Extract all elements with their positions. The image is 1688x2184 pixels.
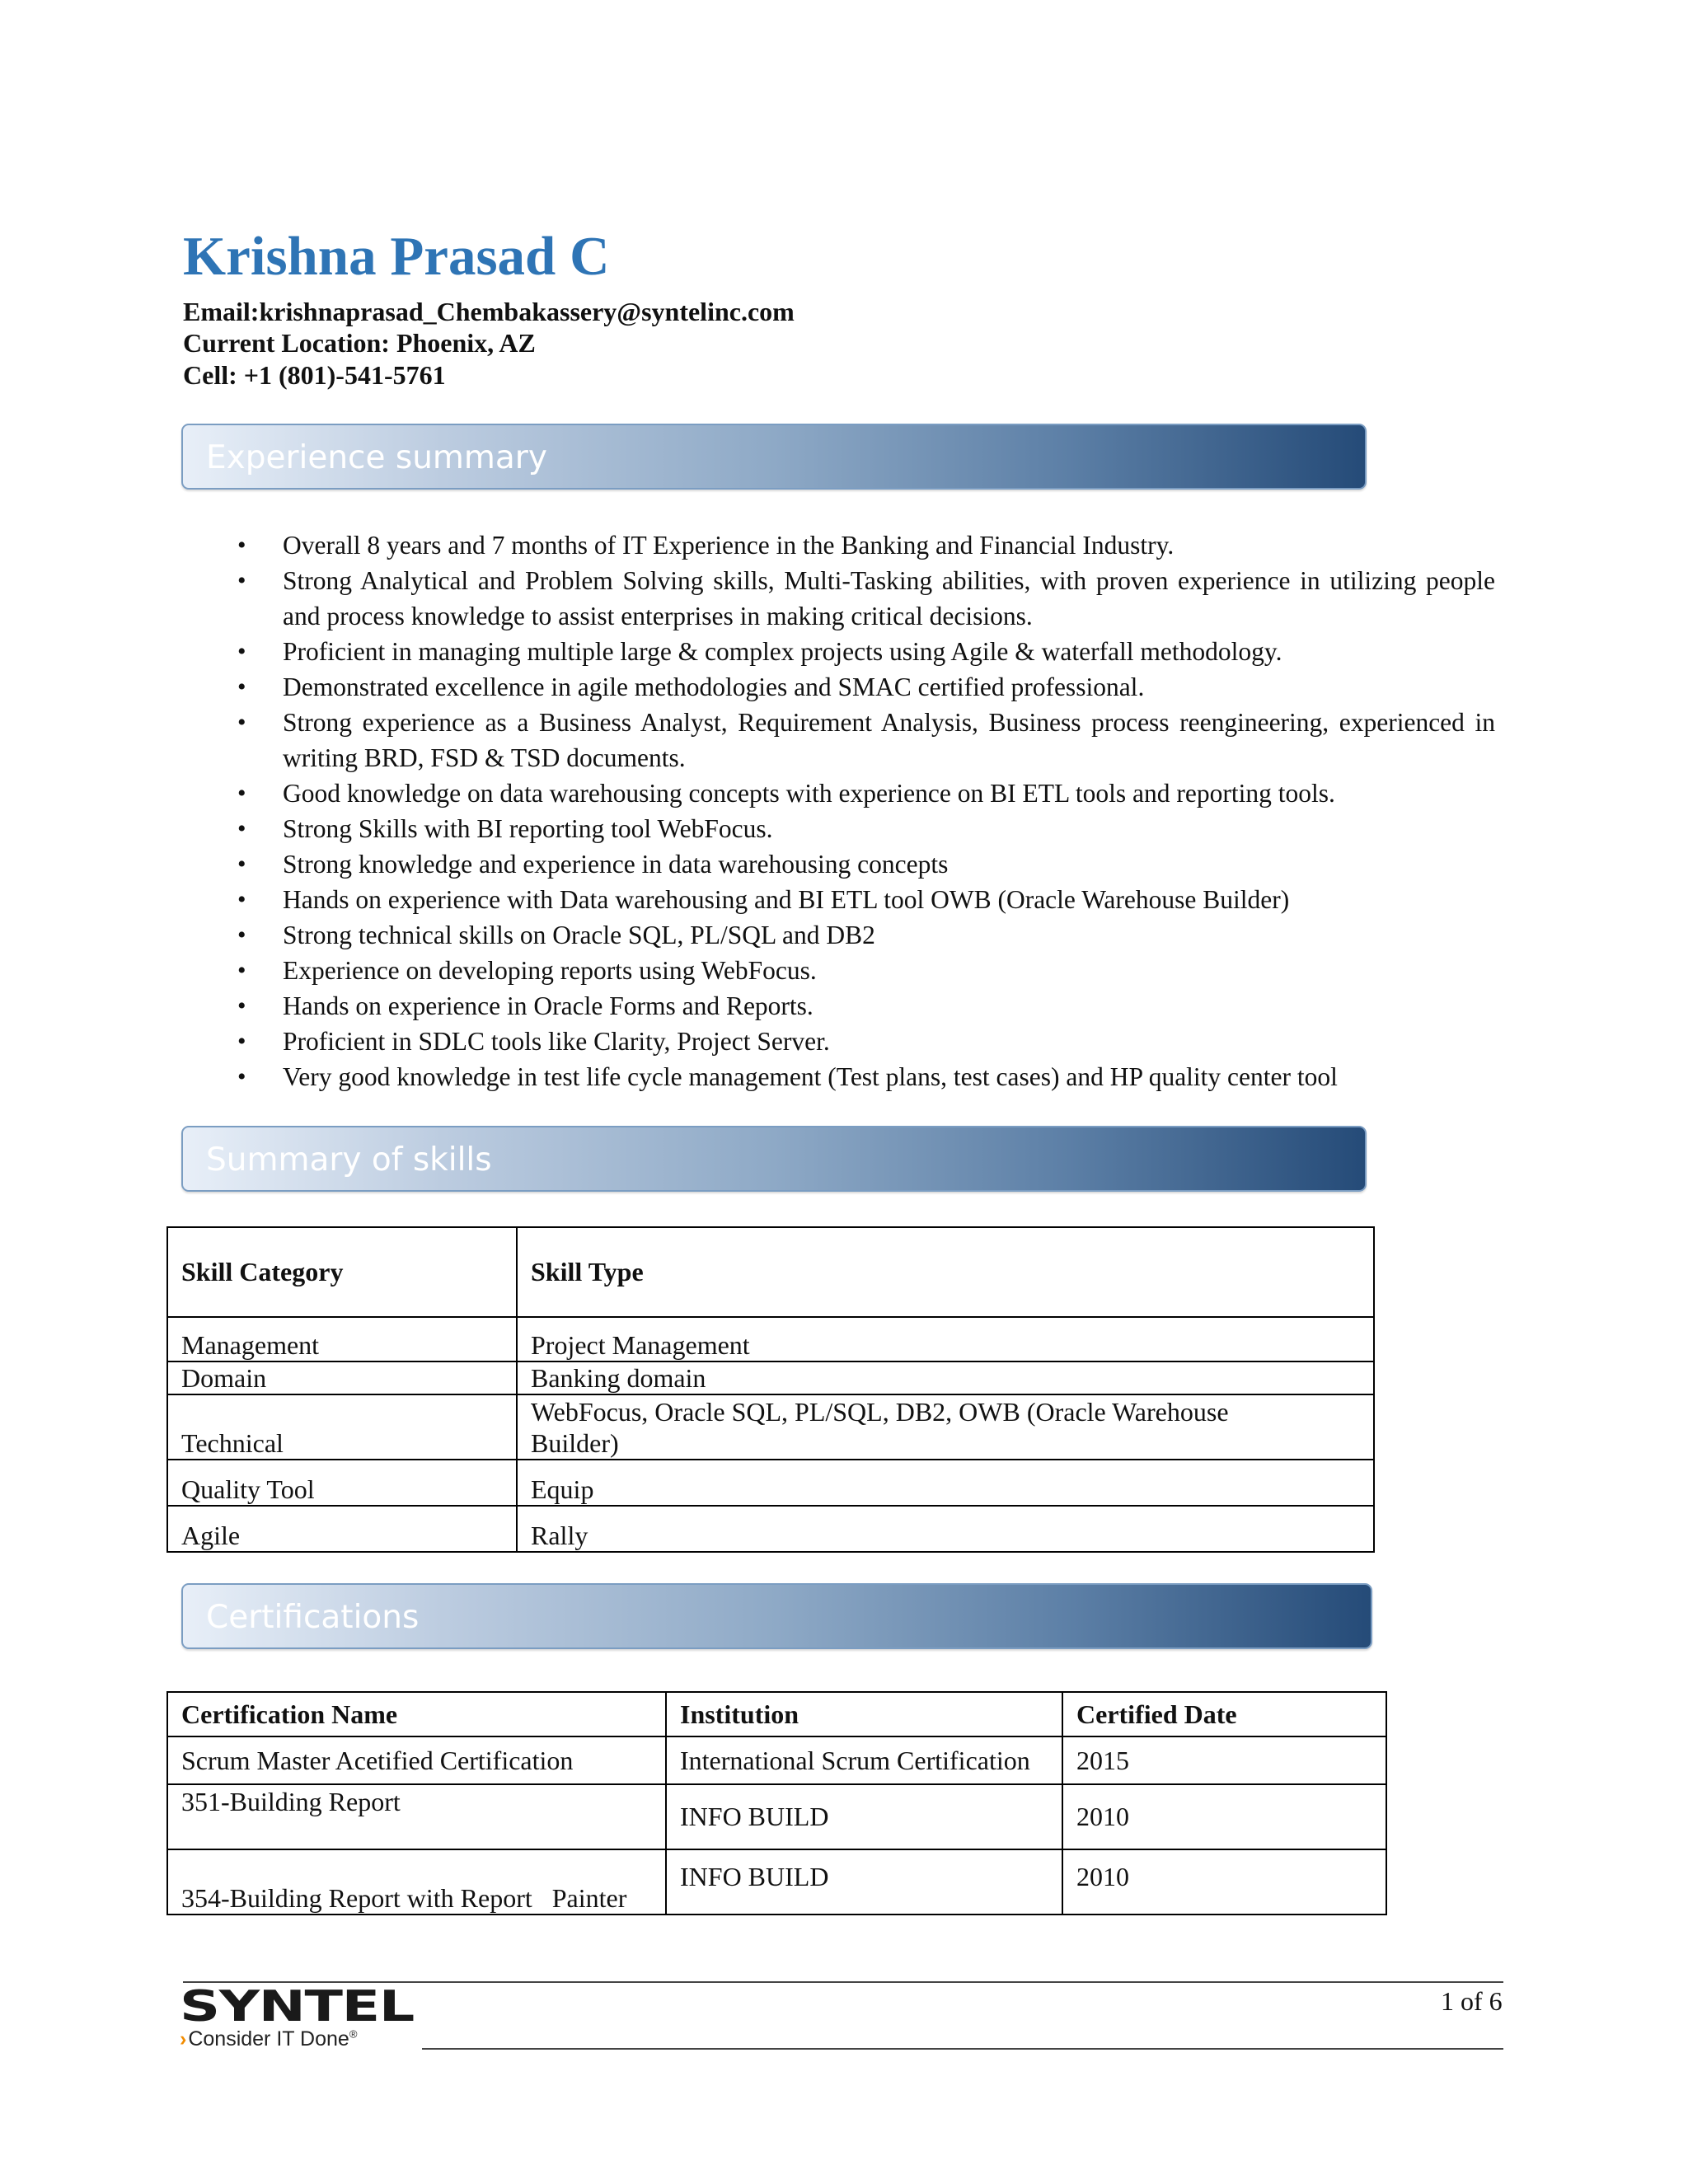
skill-category-cell: Domain	[167, 1361, 517, 1394]
certified-date-cell: 2010	[1062, 1849, 1386, 1915]
certified-date-cell: 2010	[1062, 1784, 1386, 1849]
footer-top-rule	[183, 1981, 1503, 1983]
experience-list	[237, 527, 1495, 1094]
skills-summary-title: Summary of skills	[206, 1141, 492, 1179]
institution-cell: INFO BUILD	[666, 1849, 1062, 1915]
table-row	[167, 1361, 1374, 1394]
experience-item: • Strong Skills with BI reporting tool WebFocus.	[237, 811, 1495, 846]
table-row	[167, 1736, 1386, 1784]
registered-mark: ®	[349, 2027, 358, 2041]
certification-name-cell: 354-Building Report with Report Painter	[167, 1849, 666, 1915]
skill-type-header: Skill Type	[517, 1227, 1374, 1317]
certification-name-cell: 351-Building Report	[167, 1784, 666, 1849]
skill-category-header: Skill Category	[167, 1227, 517, 1317]
experience-summary-banner	[181, 424, 1367, 490]
experience-item: • Strong experience as a Business Analyst, Requirement Analysis, Business process reengineering, experienced in writing BRD, FSD & TSD documents.	[237, 705, 1495, 776]
location-line: Current Location: Phoenix, AZ	[183, 328, 536, 358]
candidate-name: Krishna Prasad C	[183, 226, 610, 287]
skill-type-cell: Project Management	[517, 1317, 1374, 1361]
skill-category-cell: Management	[167, 1317, 517, 1361]
institution-cell: International Scrum Certification	[666, 1736, 1062, 1784]
experience-item: • Hands on experience in Oracle Forms and Reports.	[237, 988, 1495, 1024]
experience-item: • Proficient in managing multiple large & complex projects using Agile & waterfall methodology.	[237, 634, 1495, 669]
experience-item: • Strong technical skills on Oracle SQL, PL/SQL and DB2	[237, 917, 1495, 953]
table-row	[167, 1460, 1374, 1506]
email-line: Email:krishnaprasad_Chembakassery@syntelinc.com	[183, 297, 795, 326]
table-row	[167, 1784, 1386, 1849]
syntel-tagline	[180, 2027, 357, 2051]
skill-type-cell: Equip	[517, 1460, 1374, 1506]
table-row	[167, 1506, 1374, 1552]
certification-name-cell: Scrum Master Acetified Certification	[167, 1736, 666, 1784]
experience-summary-title: Experience summary	[206, 439, 547, 476]
table-row	[167, 1394, 1374, 1460]
certification-name-header: Certification Name	[167, 1692, 666, 1736]
table-header-row	[167, 1692, 1386, 1736]
experience-item: • Overall 8 years and 7 months of IT Experience in the Banking and Financial Industry.	[237, 527, 1495, 563]
certifications-banner	[181, 1583, 1372, 1649]
experience-item: • Hands on experience with Data warehousing and BI ETL tool OWB (Oracle Warehouse Builder)	[237, 882, 1495, 917]
skill-category-cell: Agile	[167, 1506, 517, 1552]
experience-item: • Experience on developing reports using WebFocus.	[237, 953, 1495, 988]
chevron-right-icon: ›	[180, 2027, 187, 2050]
skills-table	[166, 1226, 1375, 1553]
syntel-logo	[180, 1985, 414, 2026]
skill-type-cell: Rally	[517, 1506, 1374, 1552]
skill-category-cell: Technical	[167, 1394, 517, 1460]
skill-category-cell: Quality Tool	[167, 1460, 517, 1506]
institution-header: Institution	[666, 1692, 1062, 1736]
institution-cell: INFO BUILD	[666, 1784, 1062, 1849]
table-row	[167, 1849, 1386, 1915]
experience-item: • Good knowledge on data warehousing concepts with experience on BI ETL tools and reporting tools.	[237, 776, 1495, 811]
skill-type-cell: WebFocus, Oracle SQL, PL/SQL, DB2, OWB (Oracle Warehouse Builder)	[517, 1394, 1374, 1460]
tagline-text: Consider IT Done	[188, 2027, 349, 2050]
certifications-table	[166, 1691, 1387, 1915]
footer-bottom-rule	[422, 2048, 1503, 2050]
page-number: 1 of 6	[1441, 1986, 1503, 2016]
certifications-title: Certifications	[206, 1599, 420, 1636]
cell-line: Cell: +1 (801)-541-5761	[183, 360, 446, 390]
experience-item: • Proficient in SDLC tools like Clarity, Project Server.	[237, 1024, 1495, 1059]
syntel-logo-text: SYNTEL	[180, 1985, 414, 2026]
experience-item: • Strong knowledge and experience in data warehousing concepts	[237, 846, 1495, 882]
experience-item: • Demonstrated excellence in agile methodologies and SMAC certified professional.	[237, 669, 1495, 705]
experience-item: • Very good knowledge in test life cycle management (Test plans, test cases) and HP quality center tool	[237, 1059, 1495, 1094]
table-row	[167, 1317, 1374, 1361]
experience-item: • Strong Analytical and Problem Solving skills, Multi-Tasking abilities, with proven experience in utilizing people and process knowledge to assist enterprises in making critical decisions.	[237, 563, 1495, 634]
skill-type-cell: Banking domain	[517, 1361, 1374, 1394]
table-header-row	[167, 1227, 1374, 1317]
certified-date-header: Certified Date	[1062, 1692, 1386, 1736]
certified-date-cell: 2015	[1062, 1736, 1386, 1784]
skills-summary-banner	[181, 1126, 1367, 1192]
